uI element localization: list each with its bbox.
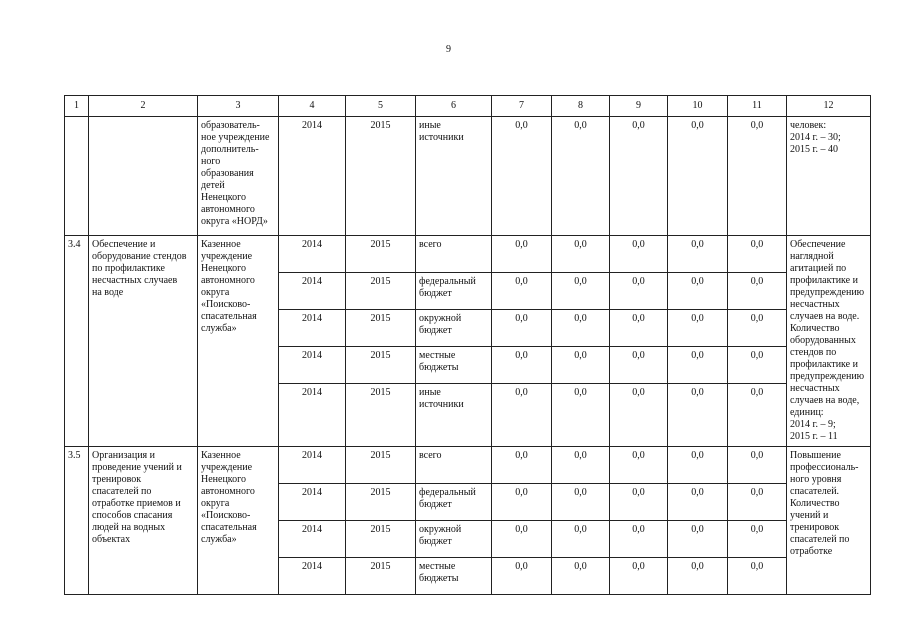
- value-cell: 0,0: [668, 117, 728, 236]
- year-to-cell: 2015: [346, 384, 416, 447]
- funding-source-cell: иные источники: [416, 117, 492, 236]
- executor-cell: Казенное учреждение Ненецкого автономного округа «Поисково- спасательная служба»: [198, 236, 279, 447]
- col-header: 11: [728, 96, 787, 117]
- value-cell: 0,0: [552, 310, 610, 347]
- year-to-cell: 2015: [346, 347, 416, 384]
- funding-source-cell: местные бюджеты: [416, 347, 492, 384]
- value-cell: 0,0: [728, 484, 787, 521]
- year-from-cell: 2014: [279, 447, 346, 484]
- year-from-cell: 2014: [279, 310, 346, 347]
- col-header: 4: [279, 96, 346, 117]
- value-cell: 0,0: [492, 310, 552, 347]
- value-cell: 0,0: [610, 484, 668, 521]
- col-header: 2: [89, 96, 198, 117]
- value-cell: 0,0: [668, 447, 728, 484]
- table-row: [65, 117, 871, 236]
- item-name-cell: Организация и проведение учений и тренировок спасателей по отработке приемов и способов спасания людей на водных объектах: [89, 447, 198, 595]
- item-number-cell: [65, 117, 89, 236]
- item-number-cell: 3.4: [65, 236, 89, 447]
- year-from-cell: 2014: [279, 117, 346, 236]
- value-cell: 0,0: [610, 521, 668, 558]
- col-header: 3: [198, 96, 279, 117]
- year-from-cell: 2014: [279, 521, 346, 558]
- value-cell: 0,0: [492, 347, 552, 384]
- result-cell: Повышение профессиональ- ного уровня спасателей. Количество учений и тренировок спасателей по отработке: [787, 447, 871, 595]
- year-to-cell: 2015: [346, 236, 416, 273]
- col-header: 5: [346, 96, 416, 117]
- value-cell: 0,0: [492, 273, 552, 310]
- value-cell: 0,0: [668, 521, 728, 558]
- value-cell: 0,0: [610, 384, 668, 447]
- value-cell: 0,0: [492, 236, 552, 273]
- col-header: 12: [787, 96, 871, 117]
- value-cell: 0,0: [668, 347, 728, 384]
- executor-cell: образователь- ное учреждение дополнитель- ного образования детей Ненецкого автономного округа «НОРД»: [198, 117, 279, 236]
- value-cell: 0,0: [728, 521, 787, 558]
- table-row: [65, 447, 871, 484]
- value-cell: 0,0: [668, 273, 728, 310]
- value-cell: 0,0: [610, 347, 668, 384]
- item-name-cell: [89, 117, 198, 236]
- value-cell: 0,0: [552, 384, 610, 447]
- item-number-cell: 3.5: [65, 447, 89, 595]
- year-from-cell: 2014: [279, 484, 346, 521]
- value-cell: 0,0: [728, 558, 787, 595]
- result-cell: Обеспечение наглядной агитацией по профилактике и предупреждению несчастных случаев на воде. Количество оборудованных стендов по профилактике и предупреждению несчастных случаев на воде, единиц: 2014 г. – 9; 2015 г. – 11: [787, 236, 871, 447]
- value-cell: 0,0: [728, 117, 787, 236]
- value-cell: 0,0: [492, 447, 552, 484]
- value-cell: 0,0: [552, 117, 610, 236]
- year-from-cell: 2014: [279, 384, 346, 447]
- value-cell: 0,0: [610, 558, 668, 595]
- value-cell: 0,0: [552, 347, 610, 384]
- value-cell: 0,0: [728, 347, 787, 384]
- funding-source-cell: иные источники: [416, 384, 492, 447]
- program-table: [64, 95, 871, 595]
- value-cell: 0,0: [728, 236, 787, 273]
- year-from-cell: 2014: [279, 273, 346, 310]
- col-header: 1: [65, 96, 89, 117]
- year-to-cell: 2015: [346, 447, 416, 484]
- year-to-cell: 2015: [346, 117, 416, 236]
- value-cell: 0,0: [668, 236, 728, 273]
- year-to-cell: 2015: [346, 521, 416, 558]
- header-row: [65, 96, 871, 117]
- value-cell: 0,0: [668, 310, 728, 347]
- funding-source-cell: федеральный бюджет: [416, 484, 492, 521]
- value-cell: 0,0: [492, 521, 552, 558]
- value-cell: 0,0: [552, 273, 610, 310]
- value-cell: 0,0: [492, 558, 552, 595]
- value-cell: 0,0: [728, 273, 787, 310]
- value-cell: 0,0: [552, 447, 610, 484]
- funding-source-cell: федеральный бюджет: [416, 273, 492, 310]
- value-cell: 0,0: [492, 384, 552, 447]
- value-cell: 0,0: [728, 310, 787, 347]
- funding-source-cell: местные бюджеты: [416, 558, 492, 595]
- executor-cell: Казенное учреждение Ненецкого автономного округа «Поисково- спасательная служба»: [198, 447, 279, 595]
- year-to-cell: 2015: [346, 484, 416, 521]
- value-cell: 0,0: [552, 521, 610, 558]
- table-row: [65, 236, 871, 273]
- col-header: 9: [610, 96, 668, 117]
- year-from-cell: 2014: [279, 236, 346, 273]
- year-from-cell: 2014: [279, 558, 346, 595]
- col-header: 7: [492, 96, 552, 117]
- value-cell: 0,0: [552, 484, 610, 521]
- value-cell: 0,0: [610, 447, 668, 484]
- funding-source-cell: всего: [416, 236, 492, 273]
- funding-source-cell: окружной бюджет: [416, 310, 492, 347]
- value-cell: 0,0: [610, 310, 668, 347]
- value-cell: 0,0: [552, 558, 610, 595]
- item-name-cell: Обеспечение и оборудование стендов по профилактике несчастных случаев на воде: [89, 236, 198, 447]
- value-cell: 0,0: [668, 384, 728, 447]
- year-to-cell: 2015: [346, 310, 416, 347]
- value-cell: 0,0: [492, 117, 552, 236]
- page-number: 9: [446, 44, 451, 55]
- value-cell: 0,0: [668, 558, 728, 595]
- col-header: 10: [668, 96, 728, 117]
- year-from-cell: 2014: [279, 347, 346, 384]
- funding-source-cell: всего: [416, 447, 492, 484]
- year-to-cell: 2015: [346, 558, 416, 595]
- value-cell: 0,0: [728, 447, 787, 484]
- funding-source-cell: окружной бюджет: [416, 521, 492, 558]
- result-cell: человек: 2014 г. – 30; 2015 г. – 40: [787, 117, 871, 236]
- value-cell: 0,0: [492, 484, 552, 521]
- col-header: 8: [552, 96, 610, 117]
- value-cell: 0,0: [610, 273, 668, 310]
- value-cell: 0,0: [728, 384, 787, 447]
- year-to-cell: 2015: [346, 273, 416, 310]
- value-cell: 0,0: [668, 484, 728, 521]
- value-cell: 0,0: [610, 117, 668, 236]
- col-header: 6: [416, 96, 492, 117]
- value-cell: 0,0: [610, 236, 668, 273]
- value-cell: 0,0: [552, 236, 610, 273]
